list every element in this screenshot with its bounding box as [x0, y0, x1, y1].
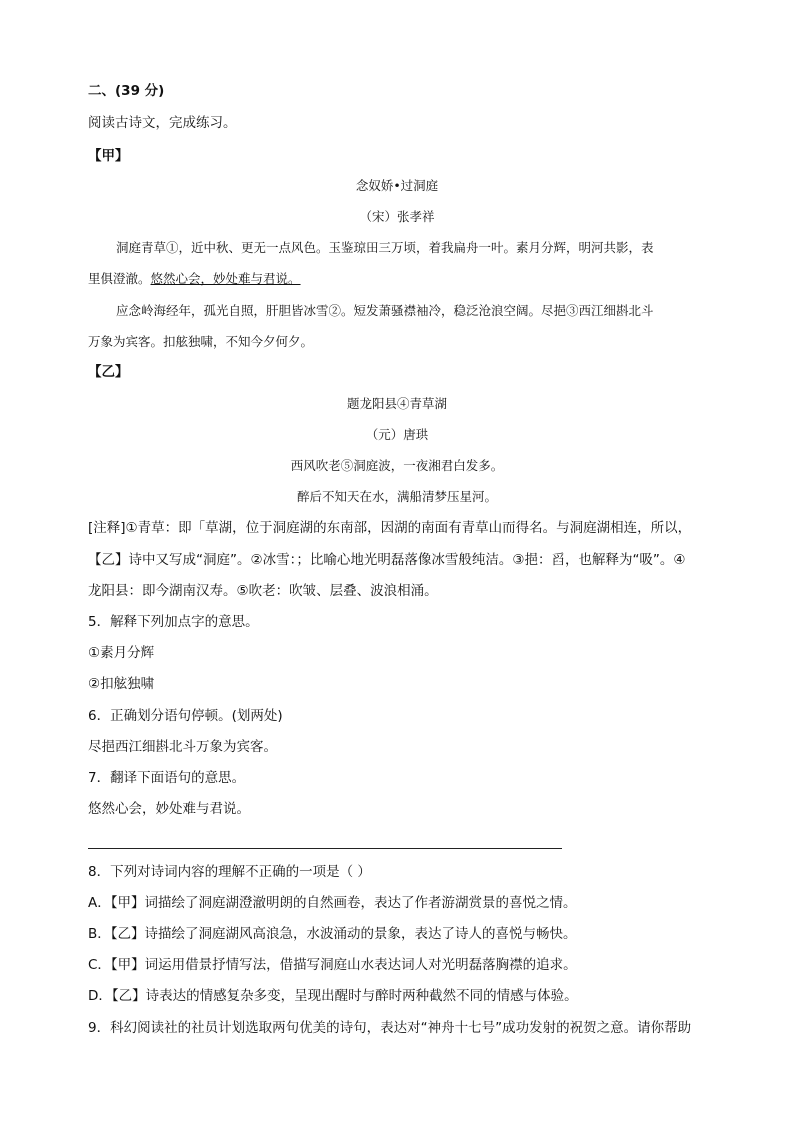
section-heading: 二、(39 分): [88, 83, 165, 99]
section-instruction: 阅读古诗文，完成练习。: [88, 115, 237, 131]
poem-yi-line1: 西风吹老⑤洞庭波，一夜湘君白发多。: [290, 458, 504, 473]
notes-line2: 【乙】诗中又写成“洞庭”。②冰雪：；比喻心地光明磊落像冰雪般纯洁。③挹：舀，也解释为“吸”。④: [88, 552, 686, 568]
poem-jia-p2-line1: 应念岭海经年，孤光自照，肝胆皆冰雪②。短发萧骚襟袖冷，稳泛沧浪空阔。尽挹③西江细斟北斗: [116, 303, 654, 318]
poem-jia-p1-line2a: 里俱澄澈。: [88, 271, 151, 286]
poem-jia-title: 念奴娇•过洞庭: [355, 178, 439, 193]
poem-jia-underlined-sentence: 悠然心会，妙处难与君说。: [150, 271, 301, 286]
poem-jia-p2-line2: 万象为宾客。扣舷独啸，不知今夕何夕。: [88, 334, 314, 349]
q5-item1: ①素月分辉: [88, 645, 155, 661]
q8-option-a: A．【甲】词描绘了洞庭湖澄澈明朗的自然画卷，表达了作者游湖赏景的喜悦之情。: [88, 895, 577, 911]
q6-sentence: 尽挹西江细斟北斗万象为宾客。: [88, 739, 277, 755]
q5-stem: 5．解释下列加点字的意思。: [88, 614, 259, 630]
q8-option-b: B．【乙】诗描绘了洞庭湖风高浪急，水波涌动的景象，表达了诗人的喜悦与畅快。: [88, 926, 577, 942]
q6-stem: 6．正确划分语句停顿。(划两处): [88, 708, 283, 724]
answer-line[interactable]: [88, 848, 562, 849]
poem-jia-p1-line1: 洞庭青草①，近中秋、更无一点风色。玉鉴琼田三万顷，着我扁舟一叶。素月分辉，明河共影，表: [116, 240, 654, 255]
poem-jia-p1-line2: [88, 269, 301, 289]
q8-option-c: C．【甲】词运用借景抒情写法，借描写洞庭山水表达词人对光明磊落胸襟的追求。: [88, 957, 577, 973]
q9-stem: 9．科幻阅读社的社员计划选取两句优美的诗句，表达对“神舟十七号”成功发射的祝贺之意。请你帮助: [88, 1020, 692, 1036]
poem-yi-marker: 【乙】: [88, 364, 129, 380]
poem-yi-line2: 醉后不知天在水，满船清梦压星河。: [296, 489, 497, 504]
poem-jia-marker: 【甲】: [88, 148, 129, 164]
notes-line3: 龙阳县：即今湖南汉寿。⑤吹老：吹皱、层叠、波浪相涌。: [88, 583, 438, 599]
q7-stem: 7．翻译下面语句的意思。: [88, 770, 246, 786]
notes-line1: [注释]①青草：即「草湖，位于洞庭湖的东南部，因湖的南面有青草山而得名。与洞庭湖相连，所以，: [88, 520, 692, 536]
q8-stem: 8．下列对诗词内容的理解不正确的一项是（ ）: [88, 864, 371, 880]
q7-sentence: 悠然心会，妙处难与君说。: [88, 801, 250, 817]
q5-item2: ②扣舷独啸: [88, 676, 155, 692]
poem-yi-author: （元）唐珙: [365, 427, 429, 442]
q8-option-d: D．【乙】诗表达的情感复杂多变，呈现出醒时与醉时两种截然不同的情感与体验。: [88, 988, 578, 1004]
poem-yi-title: 题龙阳县④青草湖: [346, 396, 447, 411]
poem-jia-author: （宋）张孝祥: [359, 209, 435, 224]
